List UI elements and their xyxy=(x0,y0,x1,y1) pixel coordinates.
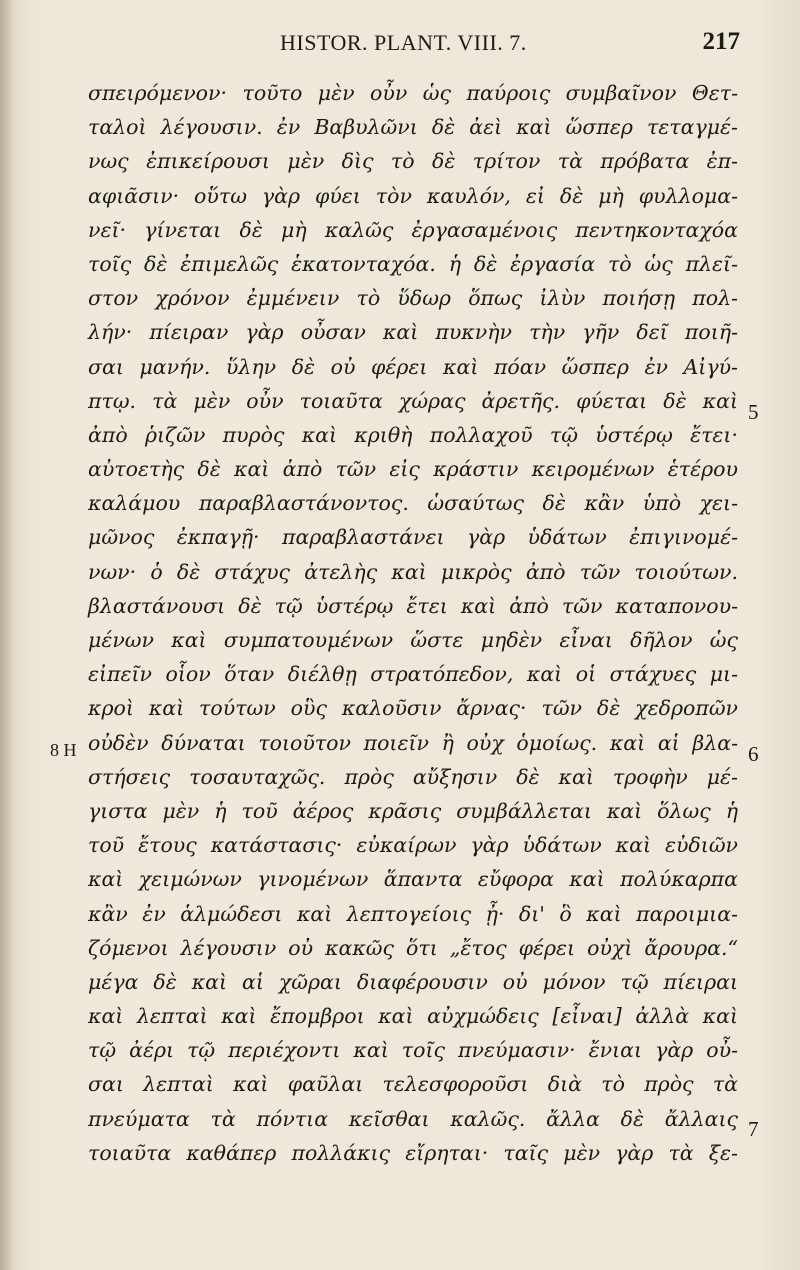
text-line: ἀπὸ ῥιζῶν πυρὸς καὶ κριθὴ πολλαχοῦ τῷ ὑστέρῳ ἔτει· xyxy=(88,422,738,447)
text-line: μένων καὶ συμπατουμένων ὥστε μηδὲν εἶναι δῆλον ὡς xyxy=(88,628,738,652)
running-head: HISTOR. PLANT. VIII. 7. xyxy=(280,30,527,55)
text-line: οὐδὲν δύναται τοιοῦτον ποιεῖν ἢ οὐχ ὁμοίως. καὶ αἱ βλα- xyxy=(88,730,738,755)
text-line: τοῖς δὲ ἐπιμελῶς ἑκατονταχόα. ἡ δὲ ἐργασία τὸ ὡς πλεῖ- xyxy=(88,251,738,276)
page-header xyxy=(280,30,740,60)
text-line: νεῖ· γίνεται δὲ μὴ καλῶς ἐργασαμένοις πεντηκονταχόα xyxy=(88,217,738,242)
margin-section-number: 7 xyxy=(748,1117,759,1141)
page-number: 217 xyxy=(702,28,740,55)
text-line: μέγα δὲ καὶ αἱ χῶραι διαφέρουσιν οὐ μόνον τῷ πίειραι xyxy=(88,969,738,994)
text-line: καὶ χειμώνων γινομένων ἅπαντα εὔφορα καὶ πολύκαρπα xyxy=(88,867,738,892)
text-line: τῷ ἀέρι τῷ περιέχοντι καὶ τοῖς πνεύμασιν· ἔνιαι γὰρ οὖ- xyxy=(88,1038,738,1063)
text-line: κἂν ἐν ἁλμώδεσι καὶ λεπτογείοις ᾖ· δι' ὃ καὶ παροιμια- xyxy=(88,901,738,926)
text-line: σπειρόμενον· τοῦτο μὲν οὖν ὡς παύροις συμβαῖνον Θετ- xyxy=(88,81,738,105)
text-line: αφιᾶσιν· οὕτω γὰρ φύει τὸν καυλόν, εἰ δὲ μὴ φυλλομα- xyxy=(88,183,738,208)
page-edge-shadow xyxy=(0,0,14,1270)
text-line: αὐτοετὴς δὲ καὶ ἀπὸ τῶν εἰς κράστιν κειρομένων ἑτέρου xyxy=(88,457,738,482)
main-text-block xyxy=(88,76,738,1170)
text-line: μῶνος ἐκπαγῇ· παραβλαστάνει γὰρ ὑδάτων ἐπιγινομέ- xyxy=(88,525,738,550)
margin-section-number: 5 xyxy=(748,400,759,424)
text-line: νως ἐπικείρουσι μὲν δὶς τὸ δὲ τρίτον τὰ πρόβατα ἐπ- xyxy=(88,149,738,174)
text-line: τοῦ ἔτους κατάστασις· εὐκαίρων γὰρ ὑδάτων καὶ εὐδιῶν xyxy=(88,833,738,858)
text-line: πνεύματα τὰ πόντια κεῖσθαι καλῶς. ἄλλα δὲ ἄλλαις xyxy=(88,1106,738,1131)
margin-section-number: 6 xyxy=(748,742,759,766)
text-line: τοιαῦτα καθάπερ πολλάκις εἴρηται· ταῖς μὲν γὰρ τὰ ξε- xyxy=(88,1140,738,1165)
text-line: βλαστάνουσι δὲ τῷ ὑστέρῳ ἔτει καὶ ἀπὸ τῶν καταπονου- xyxy=(88,593,738,618)
text-line: καὶ λεπταὶ καὶ ἔπομβροι καὶ αὐχμώδεις [εἶναι] ἀλλὰ καὶ xyxy=(88,1004,738,1029)
text-line: στον χρόνον ἐμμένειν τὸ ὕδωρ ὅπως ἰλὺν ποιήσῃ πολ- xyxy=(88,286,738,311)
text-line: σαι λεπταὶ καὶ φαῦλαι τελεσφοροῦσι διὰ τὸ πρὸς τὰ xyxy=(88,1072,738,1097)
text-line: λήν· πίειραν γὰρ οὖσαν καὶ πυκνὴν τὴν γῆν δεῖ ποιῆ- xyxy=(88,320,738,345)
text-line: πτῳ. τὰ μὲν οὖν τοιαῦτα χώρας ἀρετῆς. φύεται δὲ καὶ xyxy=(88,388,738,413)
text-line: στήσεις τοσαυταχῶς. πρὸς αὔξησιν δὲ καὶ τροφὴν μέ- xyxy=(88,764,738,789)
text-line: ζόμενοι λέγουσιν οὐ κακῶς ὅτι „ἔτος φέρει οὐχὶ ἄρουρα.“ xyxy=(88,935,738,960)
text-line: εἰπεῖν οἷον ὅταν διέλθῃ στρατόπεδον, καὶ οἱ στάχυες μι- xyxy=(88,662,738,687)
text-line: καλάμου παραβλαστάνοντος. ὡσαύτως δὲ κἂν ὑπὸ χει- xyxy=(88,491,738,516)
text-line: γιστα μὲν ἡ τοῦ ἀέρος κρᾶσις συμβάλλεται καὶ ὅλως ἡ xyxy=(88,798,738,823)
text-line: κροὶ καὶ τούτων οὓς καλοῦσιν ἄρνας· τῶν δὲ χεδροπῶν xyxy=(88,696,738,721)
text-line: σαι μανήν. ὕλην δὲ οὐ φέρει καὶ πόαν ὥσπερ ἐν Αἰγύ- xyxy=(88,354,738,379)
text-line: νων· ὁ δὲ στάχυς ἀτελὴς καὶ μικρὸς ἀπὸ τῶν τοιούτων. xyxy=(88,559,738,584)
margin-page-reference: 8 H xyxy=(50,740,77,760)
text-line: ταλοὶ λέγουσιν. ἐν Βαβυλῶνι δὲ ἀεὶ καὶ ὥσπερ τεταγμέ- xyxy=(88,115,738,140)
